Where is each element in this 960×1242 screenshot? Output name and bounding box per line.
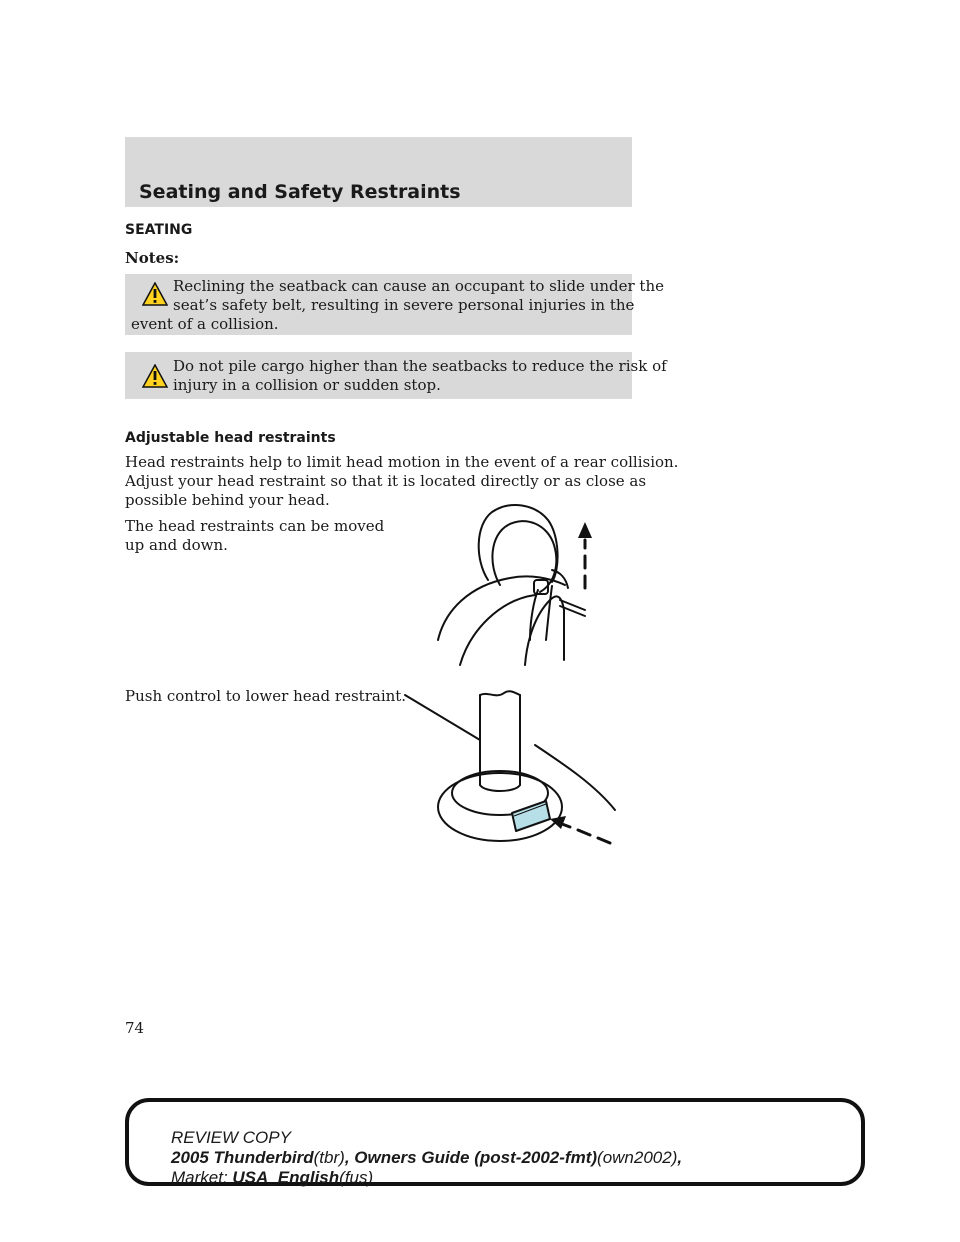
section-title: Seating and Safety Restraints (139, 181, 461, 203)
footer-market: USA_English (232, 1168, 340, 1187)
warning-triangle-icon (142, 364, 168, 388)
seating-heading: SEATING (125, 222, 193, 238)
review-copy-label: REVIEW COPY (171, 1128, 291, 1147)
notes-label: Notes: (125, 249, 180, 267)
warning-box (125, 274, 664, 335)
warning-text-line: seat’s safety belt, resulting in severe personal injuries in the (173, 296, 635, 314)
warning-text-line: injury in a collision or sudden stop. (173, 376, 441, 394)
head-restraint-control-figure (400, 685, 620, 850)
warning-text-line: event of a collision. (131, 315, 279, 333)
body-text-line: possible behind your head. (125, 491, 330, 509)
warning-text-line: Reclining the seatback can cause an occupant to slide under the (173, 277, 664, 295)
footer-guide-code: (own2002) (597, 1148, 678, 1167)
footer-market-label: Market: (171, 1168, 233, 1187)
footer-separator: , (344, 1148, 355, 1167)
instruction-text: Push control to lower head restraint. (125, 687, 407, 705)
body-text-line: The head restraints can be moved (125, 517, 385, 535)
warning-box (125, 352, 667, 399)
footer-model: 2005 Thunderbird (171, 1148, 314, 1167)
footer-guide: Owners Guide (post-2002-fmt) (354, 1148, 598, 1167)
body-text-line: up and down. (125, 536, 228, 554)
body-text-line: Adjust your head restraint so that it is located directly or as close as (125, 472, 647, 490)
warning-triangle-icon (142, 282, 168, 306)
head-restraint-up-figure (430, 500, 600, 670)
footer-market-line (171, 1168, 373, 1188)
head-restraints-heading: Adjustable head restraints (125, 430, 336, 446)
body-text-line: Head restraints help to limit head motion in the event of a rear collision. (125, 453, 679, 471)
footer-market-code: (fus) (339, 1168, 374, 1187)
review-copy-footer (125, 1098, 865, 1186)
footer-document-line (171, 1148, 682, 1168)
page-number: 74 (125, 1019, 145, 1037)
header-band (125, 137, 632, 207)
footer-model-code: (tbr) (313, 1148, 345, 1167)
footer-separator: , (677, 1148, 683, 1167)
warning-text-line: Do not pile cargo higher than the seatbacks to reduce the risk of (173, 357, 667, 375)
